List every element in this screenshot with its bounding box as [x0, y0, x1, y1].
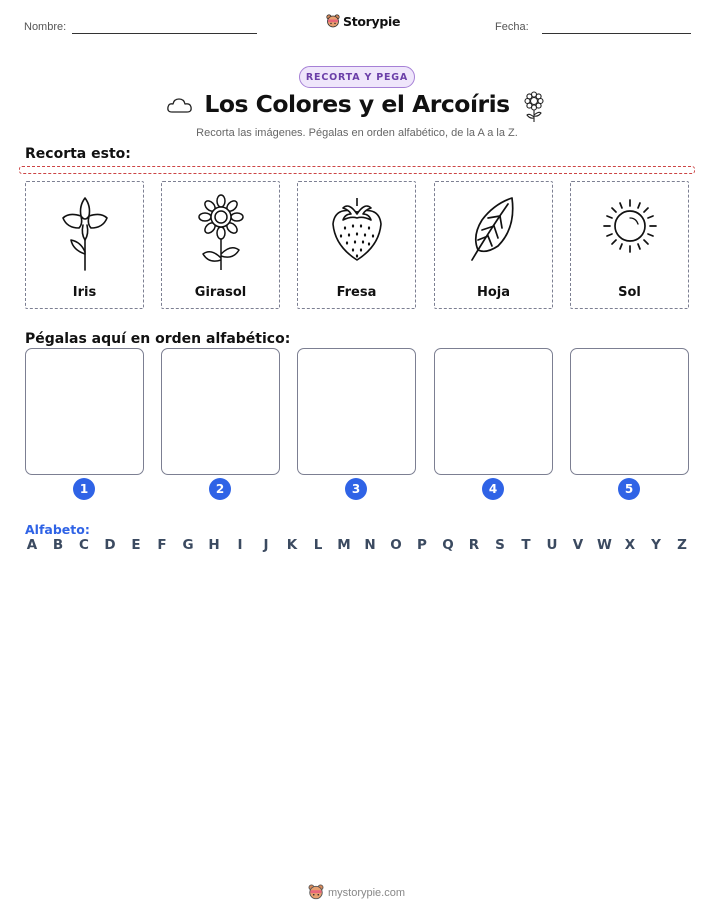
page-title: Los Colores y el Arcoíris [204, 90, 510, 118]
slot-number-3: 3 [345, 478, 367, 500]
alphabet-letter: W [597, 537, 612, 553]
alphabet-heading: Alfabeto: [25, 522, 90, 537]
bear-mascot-icon [326, 14, 340, 29]
card-label-sol: Sol [618, 285, 641, 300]
leaf-icon [464, 192, 524, 272]
alphabet-letter: U [546, 537, 558, 553]
brand-logo [326, 14, 400, 29]
alphabet-letter: C [79, 537, 89, 553]
flower-icon [521, 91, 547, 123]
brand-name: Storypie [343, 14, 401, 29]
date-label: Fecha: [495, 21, 529, 33]
card-label-girasol: Girasol [194, 285, 247, 300]
card-label-hoja: Hoja [476, 285, 511, 300]
sun-icon [600, 192, 660, 272]
activity-badge: RECORTA Y PEGA [299, 66, 415, 88]
alphabet-letter: Z [677, 537, 687, 553]
alphabet-letter: O [390, 537, 402, 553]
slot-number-4: 4 [482, 478, 504, 500]
alphabet-letter: Q [442, 537, 454, 553]
alphabet-letter: H [208, 537, 220, 553]
cutout-card-sol[interactable] [570, 181, 689, 309]
cut-heading: Recorta esto: [25, 146, 131, 162]
paste-slot-1[interactable] [25, 348, 144, 475]
name-line[interactable] [72, 33, 257, 34]
card-label-fresa: Fresa [336, 285, 377, 300]
footer [308, 884, 405, 901]
alphabet-letter: T [521, 537, 531, 553]
alphabet-letter: E [131, 537, 141, 553]
slot-number-5: 5 [618, 478, 640, 500]
slot-number-2: 2 [209, 478, 231, 500]
bear-mascot-icon [308, 884, 324, 901]
cutout-card-iris[interactable] [25, 181, 144, 309]
alphabet-letter: I [237, 537, 243, 553]
paste-slot-4[interactable] [434, 348, 553, 475]
alphabet-letter: R [468, 537, 480, 553]
alphabet-letter: N [364, 537, 376, 553]
alphabet-letter: G [182, 537, 194, 553]
name-label: Nombre: [24, 21, 67, 33]
paste-heading: Pégalas aquí en orden alfabético: [25, 331, 291, 347]
slot-number-1: 1 [73, 478, 95, 500]
alphabet-letter: S [495, 537, 505, 553]
cutout-card-fresa[interactable] [297, 181, 416, 309]
cut-line [19, 166, 695, 174]
paste-slot-5[interactable] [570, 348, 689, 475]
cutout-card-girasol[interactable] [161, 181, 280, 309]
alphabet-row [25, 537, 689, 555]
cutout-card-hoja[interactable] [434, 181, 553, 309]
alphabet-letter: F [157, 537, 167, 553]
alphabet-letter: A [26, 537, 38, 553]
strawberry-icon [327, 192, 387, 272]
alphabet-letter: L [313, 537, 323, 553]
alphabet-letter: V [572, 537, 584, 553]
paste-slot-2[interactable] [161, 348, 280, 475]
sunflower-icon [191, 192, 251, 272]
alphabet-letter: P [417, 537, 427, 553]
alphabet-letter: Y [651, 537, 661, 553]
alphabet-letter: B [52, 537, 64, 553]
card-label-iris: Iris [72, 285, 97, 300]
alphabet-letter: J [263, 537, 269, 553]
footer-link[interactable]: mystorypie.com [328, 886, 406, 899]
alphabet-letter: K [286, 537, 298, 553]
alphabet-letter: M [337, 537, 351, 553]
date-line[interactable] [542, 33, 691, 34]
alphabet-letter: X [624, 537, 636, 553]
instructions: Recorta las imágenes. Pégalas en orden alfabético, de la A a la Z. [196, 127, 518, 139]
alphabet-letter: D [104, 537, 116, 553]
iris-flower-icon [55, 192, 115, 272]
paste-slot-3[interactable] [297, 348, 416, 475]
